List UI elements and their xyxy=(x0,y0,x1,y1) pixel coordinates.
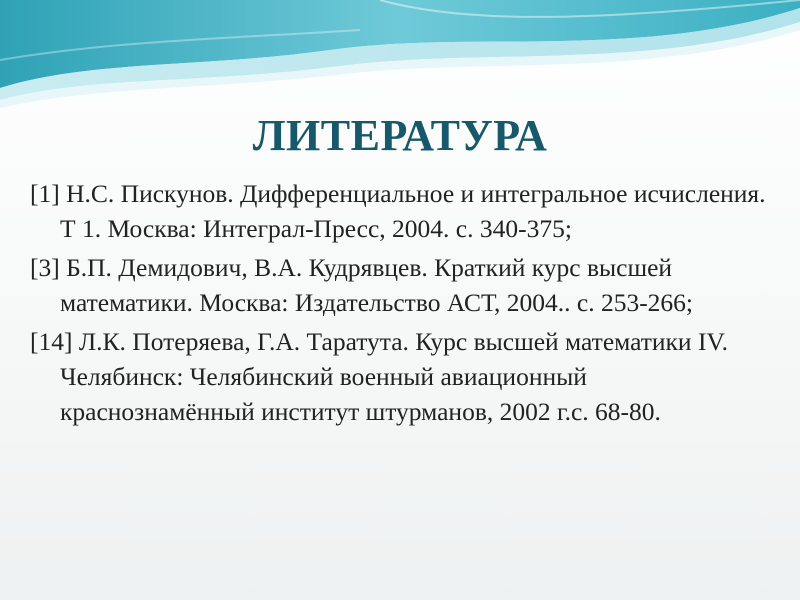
slide-title: ЛИТЕРАТУРА xyxy=(252,111,548,160)
reference-list xyxy=(30,176,778,433)
reference-item: [3] Б.П. Демидович, В.А. Кудрявцев. Краткий курс высшей математики. Москва: Издательство АСТ, 2004.. с. 253-266; xyxy=(30,253,694,317)
reference-item: [14] Л.К. Потеряева, Г.А. Таратута. Курс высшей математики IV. Челябинск: Челябинский военный авиационный краснознамённый институт штурманов, 2002 г.с. 68-80. xyxy=(30,327,728,426)
reference-item: [1] Н.С. Пискунов. Дифференциальное и интегральное исчисления. Т 1. Москва: Интеграл-Пресс, 2004. с. 340-375; xyxy=(30,179,766,243)
wave-header-decoration xyxy=(0,0,800,110)
